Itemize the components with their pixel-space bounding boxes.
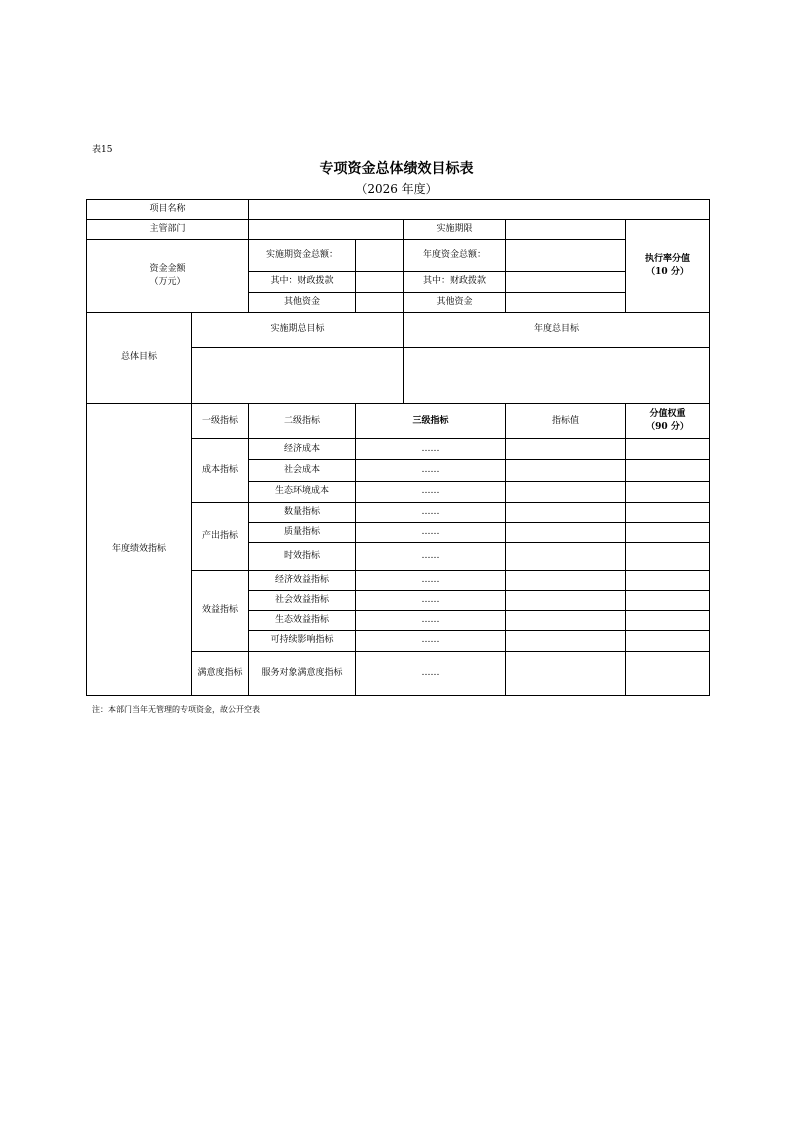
social-benefit: 社会效益指标 xyxy=(249,591,356,611)
cost-group: 成本指标 xyxy=(192,439,249,502)
economic-cost-level3: …… xyxy=(356,439,506,460)
other-value-b xyxy=(506,292,626,312)
sustainable-level3: …… xyxy=(356,631,506,651)
economic-cost: 经济成本 xyxy=(249,439,356,460)
quantity: 数量指标 xyxy=(249,502,356,522)
other-value-a xyxy=(356,292,404,312)
economic-benefit: 经济效益指标 xyxy=(249,571,356,591)
social-cost-weight xyxy=(626,460,710,481)
sustainable-weight xyxy=(626,631,710,651)
economic-cost-weight xyxy=(626,439,710,460)
timeliness-weight xyxy=(626,542,710,570)
social-benefit-weight xyxy=(626,591,710,611)
fund-amount-cell xyxy=(87,240,249,312)
level1-header: 一级指标 xyxy=(192,404,249,439)
eco-cost-weight xyxy=(626,481,710,502)
level2-header: 二级指标 xyxy=(249,404,356,439)
benefit-group: 效益指标 xyxy=(192,571,249,651)
annual-goal-value xyxy=(404,347,710,403)
economic-cost-value xyxy=(506,439,626,460)
annual-goal-label: 年度总目标 xyxy=(404,312,710,347)
quality-level3: …… xyxy=(356,522,506,542)
level3-header: 三级指标 xyxy=(356,404,506,439)
annual-total-value xyxy=(506,240,626,272)
performance-table xyxy=(86,199,710,696)
quality-weight xyxy=(626,522,710,542)
table-number: 表15 xyxy=(92,145,113,155)
social-cost: 社会成本 xyxy=(249,460,356,481)
other-label-b: 其他资金 xyxy=(404,292,506,312)
timeliness-value xyxy=(506,542,626,570)
service-satisfaction-weight xyxy=(626,651,710,695)
social-benefit-level3: …… xyxy=(356,591,506,611)
sustainable-value xyxy=(506,631,626,651)
eco-cost-value xyxy=(506,481,626,502)
economic-benefit-level3: …… xyxy=(356,571,506,591)
other-label-a: 其他资金 xyxy=(249,292,356,312)
fund-amount-label: 资金金额 xyxy=(149,263,186,274)
satisfaction-group: 满意度指标 xyxy=(192,651,249,695)
social-benefit-value xyxy=(506,591,626,611)
footnote: 注：本部门当年无管理的专项资金，故公开空表 xyxy=(92,705,260,714)
eco-cost-level3: …… xyxy=(356,481,506,502)
quantity-level3: …… xyxy=(356,502,506,522)
project-name-value xyxy=(249,200,710,220)
weight-score: （90 分） xyxy=(646,422,689,433)
quantity-weight xyxy=(626,502,710,522)
dept-value xyxy=(249,220,404,240)
indicator-value-header: 指标值 xyxy=(506,404,626,439)
overall-goal-label: 总体目标 xyxy=(87,312,192,404)
exec-rate-label: 执行率分值 xyxy=(645,253,691,264)
output-group: 产出指标 xyxy=(192,502,249,570)
annual-total-label: 年度资金总额： xyxy=(404,240,506,272)
quality: 质量指标 xyxy=(249,522,356,542)
service-satisfaction: 服务对象满意度指标 xyxy=(249,651,356,695)
period-value xyxy=(506,220,626,240)
fiscal-label-a: 其中：财政拨款 xyxy=(249,272,356,292)
eco-benefit-weight xyxy=(626,611,710,631)
quantity-value xyxy=(506,502,626,522)
period-goal-label: 实施期总目标 xyxy=(192,312,404,347)
economic-benefit-weight xyxy=(626,571,710,591)
page-title: 专项资金总体绩效目标表 xyxy=(319,161,474,177)
eco-benefit-level3: …… xyxy=(356,611,506,631)
eco-benefit: 生态效益指标 xyxy=(249,611,356,631)
fiscal-label-b: 其中：财政拨款 xyxy=(404,272,506,292)
period-total-value xyxy=(356,240,404,272)
quality-value xyxy=(506,522,626,542)
social-cost-value xyxy=(506,460,626,481)
weight-header xyxy=(626,404,710,439)
timeliness: 时效指标 xyxy=(249,542,356,570)
period-total-label: 实施期资金总额： xyxy=(249,240,356,272)
project-name-label: 项目名称 xyxy=(87,200,249,220)
weight-label: 分值权重 xyxy=(649,409,686,420)
exec-rate-cell xyxy=(626,220,710,313)
fund-unit-label: （万元） xyxy=(149,276,186,287)
dept-label: 主管部门 xyxy=(87,220,249,240)
annual-indicators-label: 年度绩效指标 xyxy=(87,404,192,696)
social-cost-level3: …… xyxy=(356,460,506,481)
fiscal-value-b xyxy=(506,272,626,292)
sustainable: 可持续影响指标 xyxy=(249,631,356,651)
eco-cost: 生态环境成本 xyxy=(249,481,356,502)
timeliness-level3: …… xyxy=(356,542,506,570)
exec-rate-score: （10 分） xyxy=(646,266,689,277)
period-label: 实施期限 xyxy=(404,220,506,240)
economic-benefit-value xyxy=(506,571,626,591)
eco-benefit-value xyxy=(506,611,626,631)
service-satisfaction-level3: …… xyxy=(356,651,506,695)
service-satisfaction-value xyxy=(506,651,626,695)
period-goal-value xyxy=(192,347,404,403)
fiscal-value-a xyxy=(356,272,404,292)
year-subtitle: （2026 年度） xyxy=(355,182,438,196)
